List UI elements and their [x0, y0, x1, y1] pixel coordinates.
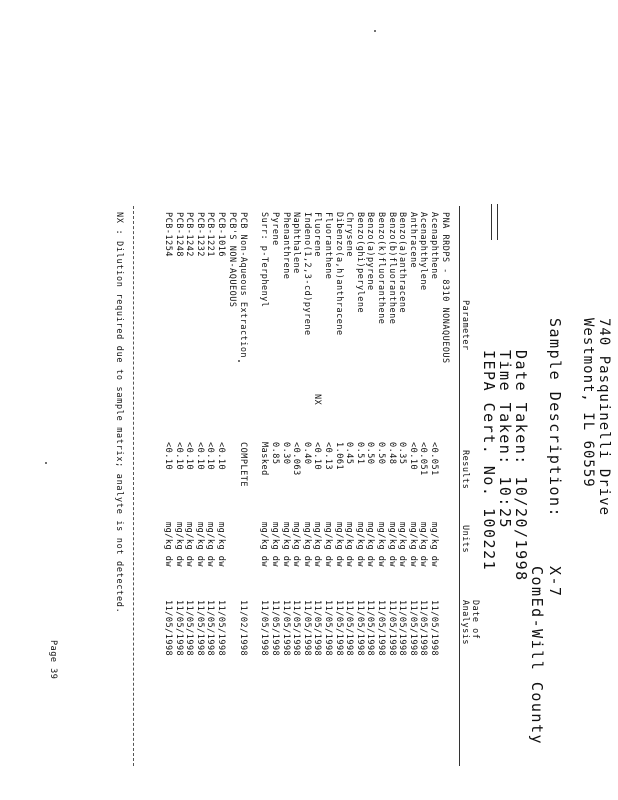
- row-analysis-date: 11/05/1998: [344, 600, 355, 657]
- row-analysis-date: 11/05/1998: [365, 600, 376, 657]
- row-parameter: Dibenzo(a,h)anthracene: [333, 212, 344, 336]
- row-analysis-date: 11/05/1998: [259, 600, 270, 657]
- row-result: 0.40: [301, 442, 312, 465]
- row-result: 1.061: [333, 442, 344, 471]
- row-analysis-date: 11/05/1998: [333, 600, 344, 657]
- row-parameter: Fluorene: [312, 212, 323, 257]
- row-analysis-date: 11/05/1998: [163, 600, 173, 657]
- row-result: 0.50: [376, 442, 386, 465]
- row-analysis-date: 11/05/1998: [270, 600, 280, 657]
- row-analysis-date: 11/05/1998: [280, 600, 291, 657]
- row-units: mg/kg dw: [259, 522, 270, 567]
- column-header-units: Units: [460, 525, 470, 554]
- row-units: mg/kg dw: [344, 522, 355, 567]
- row-analysis-date: 11/05/1998: [312, 600, 323, 657]
- row-result: <0.051: [418, 442, 429, 476]
- sample-description-label: Sample Description:: [546, 318, 564, 519]
- lab-address-line2: Westmont, IL 60559: [580, 318, 596, 488]
- row-analysis-date: 11/05/1998: [407, 600, 418, 657]
- row-parameter: Acenaphthene: [429, 212, 439, 280]
- section-title-pcb-extraction: PCB Non-Aqueous Extraction: [238, 212, 248, 359]
- row-units: mg/kg dw: [216, 522, 226, 567]
- pcb-extraction-result: COMPLETE: [238, 442, 248, 487]
- row-result: <0.051: [429, 442, 439, 476]
- row-result: 0.51: [354, 442, 365, 465]
- section-title-pcb: PCB'S NON-AQUEOUS: [227, 212, 237, 308]
- row-analysis-date: 11/05/1998: [184, 600, 195, 657]
- row-analysis-date: 11/05/1998: [291, 600, 302, 657]
- row-units: mg/kg dw: [323, 522, 333, 567]
- scan-speck: [374, 30, 376, 32]
- row-analysis-date: 11/05/1998: [376, 600, 386, 657]
- row-parameter: PCB-1232: [194, 212, 205, 257]
- row-parameter: Benzo(ghi)perylene: [354, 212, 365, 314]
- row-units: mg/kg dw: [407, 522, 418, 567]
- row-units: mg/kg dw: [418, 522, 429, 567]
- row-parameter: PCB-1242: [184, 212, 195, 257]
- row-analysis-date: 11/05/1998: [429, 600, 439, 657]
- row-parameter: Phenanthrene: [280, 212, 291, 280]
- row-analysis-date: 11/05/1998: [173, 600, 184, 657]
- row-units: mg/kg dw: [386, 522, 397, 567]
- row-parameter: Benzo(b)fluoranthene: [386, 212, 397, 325]
- site-name: ComEd-Will County: [528, 566, 546, 746]
- row-units: mg/kg dw: [301, 522, 312, 567]
- row-result: <0.10: [216, 442, 226, 471]
- row-parameter: PCB-1254: [163, 212, 173, 257]
- iepa-cert: IEPA Cert. No. 100221: [480, 350, 498, 572]
- row-units: mg/kg dw: [376, 522, 386, 567]
- row-parameter: PCB-1248: [173, 212, 184, 257]
- row-result: <0.10: [407, 442, 418, 471]
- table-bottom-rule: [133, 206, 134, 766]
- row-units: mg/kg dw: [397, 522, 408, 567]
- sample-id: X-7: [546, 566, 564, 598]
- row-parameter: Acenaphthylene: [418, 212, 429, 291]
- row-analysis-date: 11/05/1998: [418, 600, 429, 657]
- row-parameter: Surr: p-Terphenyl: [259, 212, 270, 308]
- row-analysis-date: 11/05/1998: [323, 600, 333, 657]
- row-parameter: Benzo(a)anthracene: [397, 212, 408, 314]
- column-header-parameter: Parameter: [460, 300, 470, 351]
- row-analysis-date: 11/05/1998: [354, 600, 365, 657]
- row-result: <0.10: [184, 442, 195, 471]
- header-rule-left: [497, 204, 498, 240]
- row-parameter: Benzo(k)fluoranthene: [376, 212, 386, 325]
- row-result: 0.35: [397, 442, 408, 465]
- row-result: <0.10: [205, 442, 216, 471]
- row-parameter: Benzo(a)pyrene: [365, 212, 376, 291]
- row-result: 0.45: [344, 442, 355, 465]
- time-taken: Time Taken: 10:25: [496, 350, 514, 530]
- row-result: <0.13: [323, 442, 333, 471]
- row-analysis-date: 11/05/1998: [386, 600, 397, 657]
- row-parameter: PCB-1016: [216, 212, 226, 257]
- row-parameter: Indeno(1,2,3-cd)pyrene: [301, 212, 312, 336]
- row-units: mg/kg dw: [184, 522, 195, 567]
- column-header-date-of: Date of: [470, 600, 480, 640]
- row-analysis-date: 11/05/1998: [301, 600, 312, 657]
- row-parameter: Naphthalene: [291, 212, 302, 274]
- row-units: mg/kg dw: [205, 522, 216, 567]
- row-units: mg/kg dw: [194, 522, 205, 567]
- scan-speck: [238, 360, 240, 362]
- row-analysis-date: 11/05/1998: [205, 600, 216, 657]
- column-header-analysis: Analysis: [460, 600, 470, 645]
- row-parameter: Anthracene: [407, 212, 418, 269]
- lab-address-line1: 740 Pasquinelli Drive: [596, 318, 612, 517]
- row-result: Masked: [259, 442, 270, 476]
- row-result: 0.30: [280, 442, 291, 465]
- row-units: mg/kg dw: [163, 522, 173, 567]
- row-result: 0.85: [270, 442, 280, 465]
- row-result: 0.48: [386, 442, 397, 465]
- row-parameter: Chrysene: [344, 212, 355, 257]
- row-result: <0.10: [194, 442, 205, 471]
- row-analysis-date: 11/05/1998: [194, 600, 205, 657]
- row-units: mg/kg dw: [312, 522, 323, 567]
- row-result: <0.10: [163, 442, 173, 471]
- row-parameter: Pyrene: [270, 212, 280, 246]
- row-analysis-date: 11/05/1998: [216, 600, 226, 657]
- row-units: mg/kg dw: [429, 522, 439, 567]
- row-analysis-date: 11/05/1998: [397, 600, 408, 657]
- scan-speck: [45, 462, 47, 464]
- row-units: mg/kg dw: [173, 522, 184, 567]
- row-units: mg/kg dw: [354, 522, 365, 567]
- row-units: mg/kg dw: [280, 522, 291, 567]
- row-units: mg/kg dw: [270, 522, 280, 567]
- row-parameter: Fluoranthene: [323, 212, 333, 280]
- row-units: mg/kg dw: [333, 522, 344, 567]
- row-result: 0.50: [365, 442, 376, 465]
- footnote: NX : Dilution required due to sample matrix; analyte is not detected.: [114, 212, 124, 614]
- column-header-results: Results: [460, 450, 470, 490]
- pcb-extraction-date: 11/02/1998: [238, 600, 248, 657]
- row-result: <0.10: [173, 442, 184, 471]
- row-flag: NX: [312, 394, 323, 406]
- header-rule-left-2: [491, 204, 492, 240]
- section-title-pna: PNA RRDPS - 8310 NONAQUEOUS: [440, 212, 450, 364]
- row-result: <0.063: [291, 442, 302, 476]
- date-taken: Date Taken: 10/20/1998: [512, 350, 530, 582]
- row-result: <0.10: [312, 442, 323, 471]
- row-units: mg/kg dw: [365, 522, 376, 567]
- page-number: Page 39: [48, 640, 58, 680]
- row-parameter: PCB-1221: [205, 212, 216, 257]
- row-units: mg/kg dw: [291, 522, 302, 567]
